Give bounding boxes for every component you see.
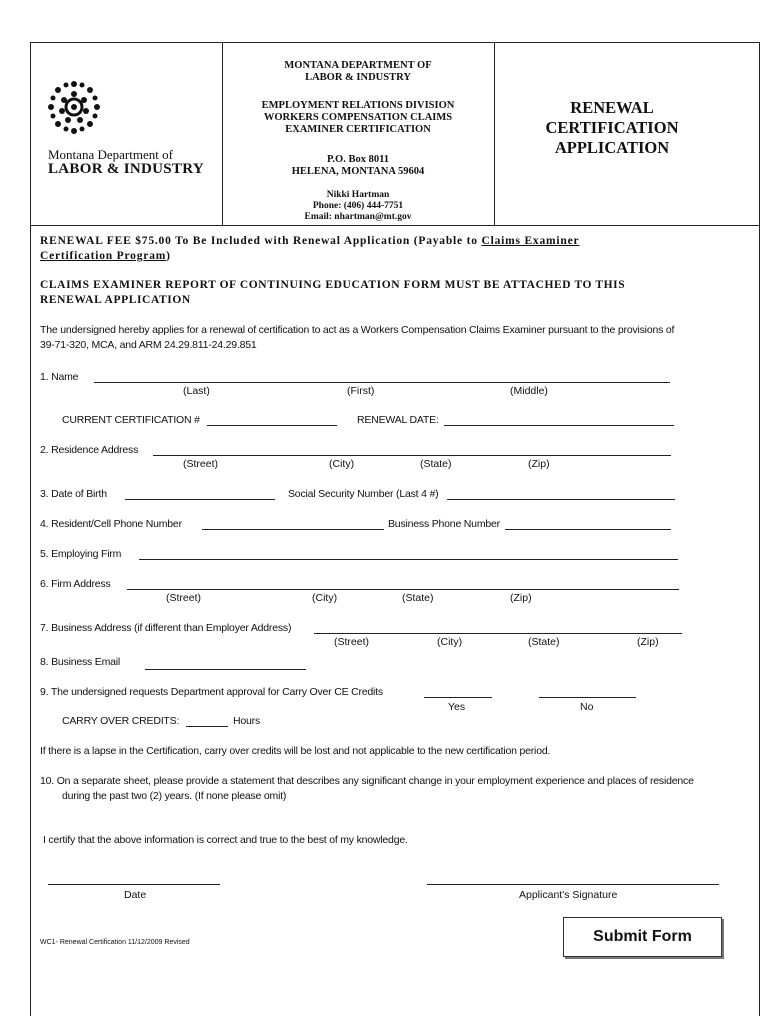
firm-street-caption: (Street) [166,592,202,604]
signature-caption: Applicant's Signature [519,889,618,901]
yes-caption: Yes [448,701,466,713]
address-line1: P.O. Box 8011 [326,154,390,165]
fee-notice [40,234,752,264]
firm-label: 5. Employing Firm [40,548,122,560]
last-caption: (Last) [183,385,210,397]
cert-number-input[interactable] [207,425,337,426]
ce-notice-line1: CLAIMS EXAMINER REPORT OF CONTINUING EDUCATION FORM MUST BE ATTACHED TO THIS [40,279,626,291]
fee-prefix: RENEWAL FEE $75.00 To Be Included with Renewal Application (Payable to [40,235,482,247]
form-title [494,98,730,158]
renewal-date-label: RENEWAL DATE: [357,414,439,426]
bus-state-caption: (State) [528,636,560,648]
logo [46,78,102,149]
title-line1: RENEWAL [570,98,654,117]
res-phone-input[interactable] [202,529,384,530]
firm-input[interactable] [139,559,678,560]
bus-address-input[interactable] [314,633,682,634]
ssn-label: Social Security Number (Last 4 #) [288,488,439,500]
carry-yes-input[interactable] [424,697,492,698]
division [222,100,494,136]
fee-suffix: ) [166,250,171,262]
division-line2: WORKERS COMPENSATION CLAIMS [263,112,453,123]
dept-name [222,60,494,84]
cert-label: CURRENT CERTIFICATION # [62,414,200,426]
firm-address-input[interactable] [127,589,679,590]
bus-email-input[interactable] [145,669,306,670]
contact-name: Nikki Hartman [326,190,390,200]
carry-credits-input[interactable] [186,726,228,727]
submit-form-button[interactable]: Submit Form [563,917,722,957]
certify-statement: I certify that the above information is correct and true to the best of my knowledge. [43,834,408,846]
ce-notice-line2: RENEWAL APPLICATION [40,294,191,306]
renewal-date-input[interactable] [444,425,674,426]
contact-email: Email: nhartman@mt.gov [304,212,412,222]
res-street-caption: (Street) [183,458,219,470]
item10-line1: 10. On a separate sheet, please provide a statement that describes any significant change in your employment experience and places of residence [40,775,694,787]
res-state-caption: (State) [420,458,452,470]
dept-line2: LABOR & INDUSTRY [305,72,411,83]
bus-address-label: 7. Business Address (if different than Employer Address) [40,622,292,634]
address-line2: HELENA, MONTANA 59604 [291,166,425,177]
contact [222,190,494,223]
bus-phone-label: Business Phone Number [388,518,500,530]
lapse-note: If there is a lapse in the Certification, carry over credits will be lost and not applicable to the new certification period. [40,745,551,757]
division-line3: EXAMINER CERTIFICATION [285,124,431,135]
name-label: 1. Name [40,371,79,383]
dob-label: 3. Date of Birth [40,488,107,500]
mailing-address [222,154,494,178]
ce-notice [40,278,752,308]
middle-caption: (Middle) [510,385,548,397]
firm-address-label: 6. Firm Address [40,578,111,590]
res-zip-caption: (Zip) [528,458,550,470]
firm-state-caption: (State) [402,592,434,604]
residence-label: 2. Residence Address [40,444,139,456]
title-line2: CERTIFICATION [545,118,679,137]
bus-city-caption: (City) [437,636,463,648]
gear-emblem-icon [46,78,102,144]
carry-over-label: 9. The undersigned requests Department approval for Carry Over CE Credits [40,686,383,698]
bus-zip-caption: (Zip) [637,636,659,648]
revision-note: WC1- Renewal Certification 11/12/2009 Revised [40,939,190,946]
title-line3: APPLICATION [554,138,670,157]
bus-phone-input[interactable] [505,529,671,530]
item10-line2: during the past two (2) years. (If none please omit) [62,790,287,802]
intro-line1: The undersigned hereby applies for a renewal of certification to act as a Workers Compensation Claims Examiner pursuant to the provisions of [40,324,675,336]
intro-text [40,323,674,353]
bus-street-caption: (Street) [334,636,370,648]
residence-input[interactable] [153,455,671,456]
fee-program-link2: Certification Program [40,250,167,262]
dept-line1: MONTANA DEPARTMENT OF [284,60,432,71]
first-caption: (First) [347,385,375,397]
logo-line2: LABOR & INDUSTRY [48,161,204,177]
carry-credits-label: CARRY OVER CREDITS: [62,715,180,727]
date-caption: Date [124,889,147,901]
left-border [30,226,31,1016]
res-phone-label: 4. Resident/Cell Phone Number [40,518,182,530]
division-line1: EMPLOYMENT RELATIONS DIVISION [261,100,455,111]
no-caption: No [580,701,594,713]
date-input[interactable] [48,884,220,885]
res-city-caption: (City) [329,458,355,470]
signature-input[interactable] [427,884,719,885]
intro-line2: 39-71-320, MCA, and ARM 24.29.811-24.29.851 [40,339,257,351]
contact-phone: Phone: (406) 444-7751 [312,201,404,211]
logo-line1: Montana Department of [48,147,173,162]
fee-program-link1: Claims Examiner [481,235,580,247]
carry-no-input[interactable] [539,697,636,698]
ssn-input[interactable] [447,499,675,500]
name-input[interactable] [94,382,670,383]
firm-zip-caption: (Zip) [510,592,532,604]
dob-input[interactable] [125,499,275,500]
bus-email-label: 8. Business Email [40,656,121,668]
hours-label: Hours [233,715,261,727]
right-border [759,226,760,1016]
firm-city-caption: (City) [312,592,338,604]
